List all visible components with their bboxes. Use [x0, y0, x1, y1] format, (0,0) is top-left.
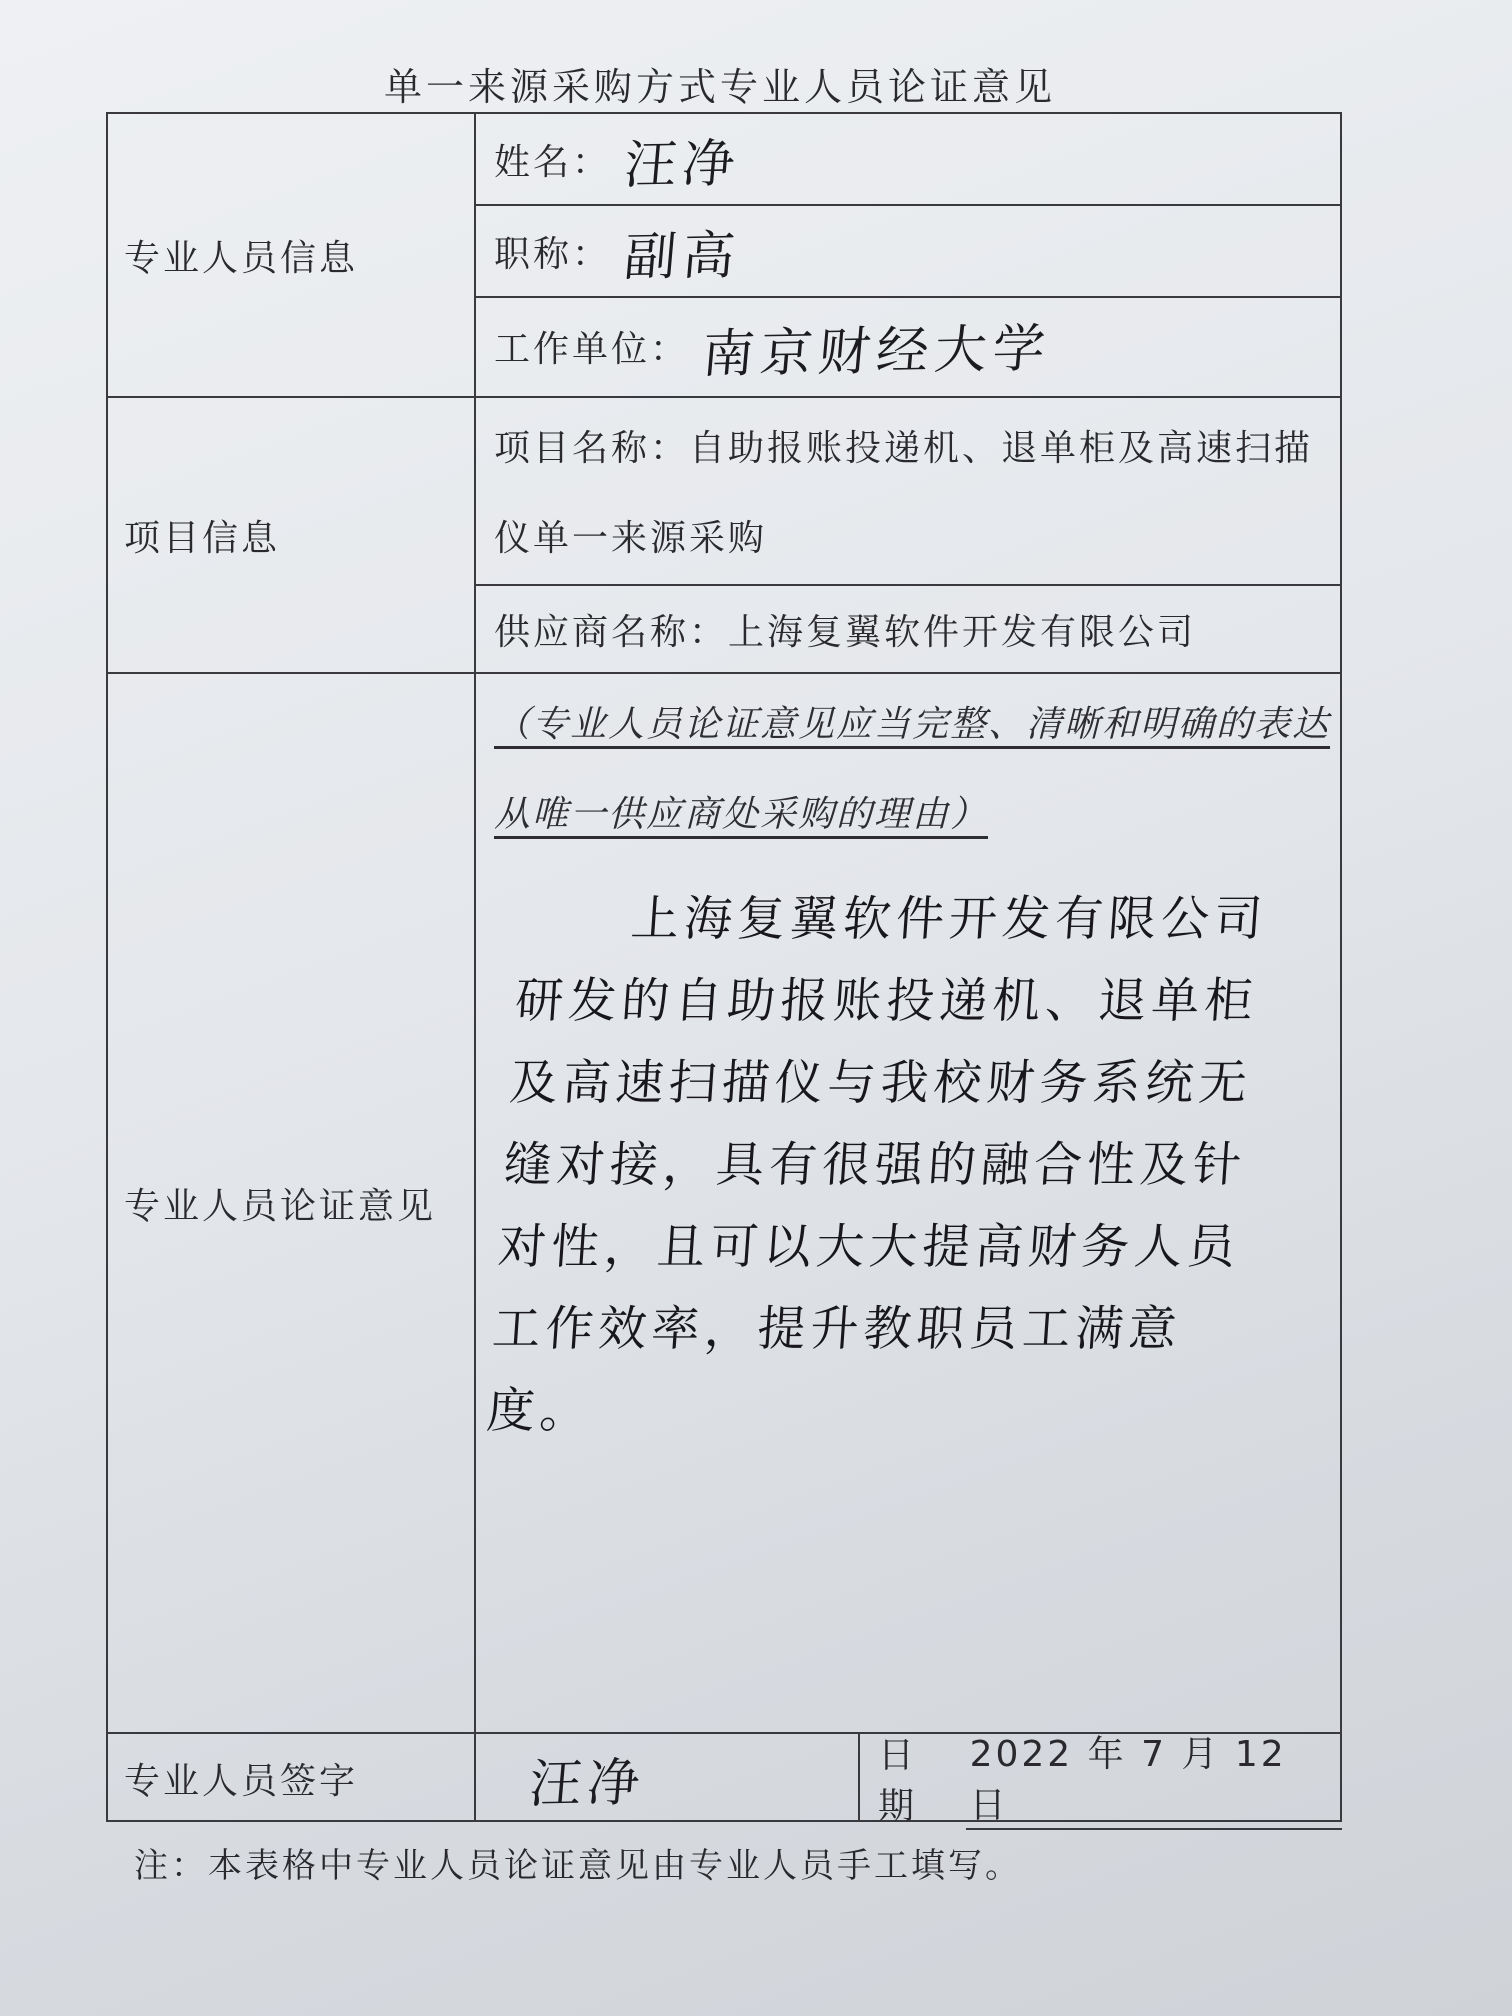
title-value: 副高	[621, 225, 744, 288]
date-value: 2022 年 7 月 12 日	[966, 1726, 1342, 1830]
date-label: 日期	[878, 1735, 918, 1827]
signature-cell	[476, 1734, 858, 1822]
opinion-instruction-text: （专业人员论证意见应当完整、清晰和明确的表达从唯一供应商处采购的理由）	[494, 704, 1331, 835]
name-value: 汪净	[621, 133, 744, 196]
project-info-label-text: 项目信息	[124, 517, 281, 559]
name-label: 姓名：	[494, 141, 612, 183]
date-cell	[860, 1734, 1342, 1827]
signature-value: 汪净	[526, 1752, 649, 1815]
handwritten-opinion-text: 上海复翼软件开发有限公司研发的自助报账投递机、退单柜及高速扫描仪与我校财务系统无缝对接，具有很强的融合性及针对性，且可以大大提高财务人员工作效率，提升教职员工满意度。	[484, 891, 1270, 1439]
footnote: 注：本表格中专业人员论证意见由专业人员手工填写。	[134, 1846, 1022, 1886]
expert-info-label-text: 专业人员信息	[124, 237, 359, 279]
project-info-label	[124, 398, 474, 672]
supplier-row	[476, 586, 1342, 672]
handwritten-opinion	[436, 878, 1342, 1452]
title-label: 职称：	[494, 233, 612, 275]
justification-form	[106, 112, 1342, 1827]
project-name: 项目名称：自助报账投递机、退单柜及高速扫描仪单一来源采购	[494, 428, 1314, 559]
opinion-label	[124, 674, 474, 1732]
signature-label	[124, 1734, 474, 1822]
unit-label: 工作单位：	[494, 328, 690, 370]
opinion-label-text: 专业人员论证意见	[124, 1185, 437, 1227]
page-title: 单一来源采购方式专业人员论证意见	[383, 65, 1056, 109]
title-row	[476, 206, 1342, 296]
name-row	[476, 114, 1342, 204]
opinion-instruction	[476, 674, 1342, 860]
unit-value: 南京财经大学	[699, 318, 1054, 385]
opinion-content	[476, 674, 1342, 1732]
supplier-name: 供应商名称：上海复翼软件开发有限公司	[494, 611, 1197, 653]
signature-label-text: 专业人员签字	[124, 1760, 359, 1802]
expert-info-label	[124, 114, 474, 396]
unit-row	[476, 298, 1342, 394]
